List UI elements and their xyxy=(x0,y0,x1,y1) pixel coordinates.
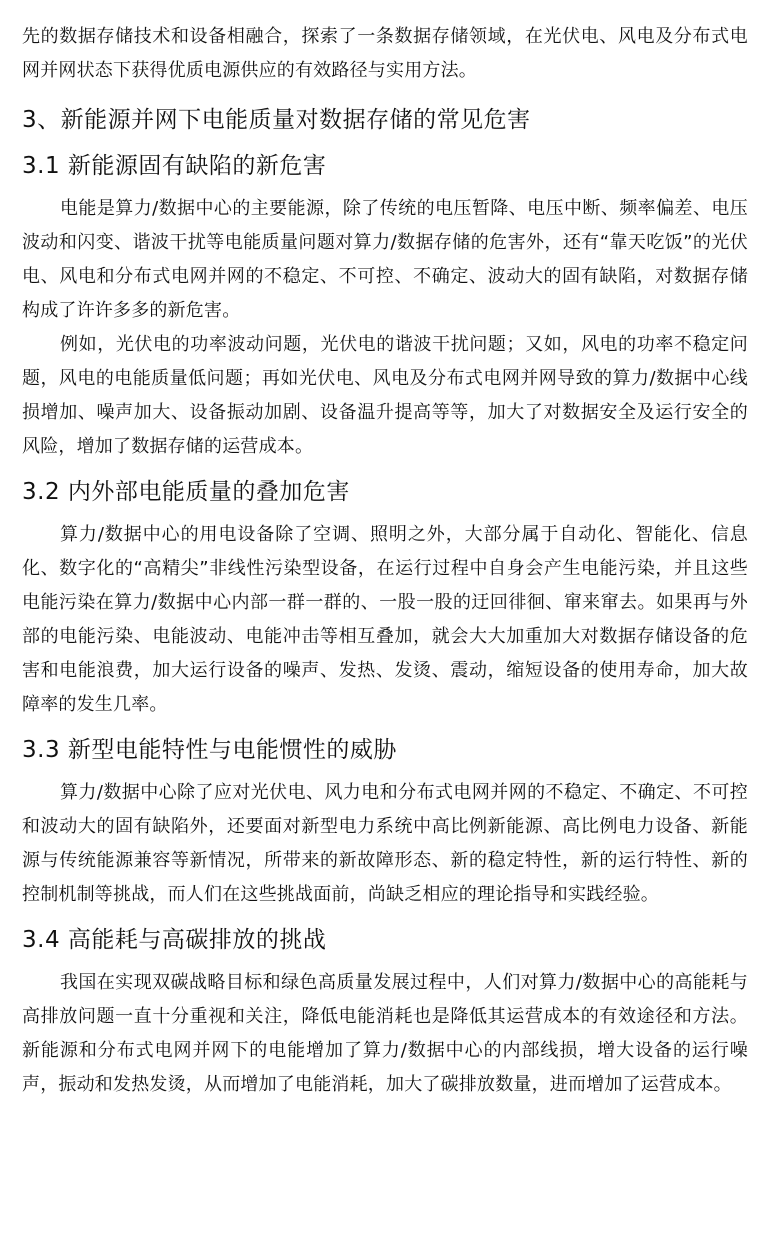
section-heading-3: 3、新能源并网下电能质量对数据存储的常见危害 xyxy=(22,107,531,133)
subsection-heading-3-2: 3.2 内外部电能质量的叠加危害 xyxy=(22,479,350,505)
subsection-3-1 xyxy=(22,148,748,464)
subsection-heading-3-1: 3.1 新能源固有缺陷的新危害 xyxy=(22,153,327,179)
subsection-heading-3-3: 3.3 新型电能特性与电能惯性的威胁 xyxy=(22,737,397,763)
paragraph-3-4-a: 我国在实现双碳战略目标和绿色高质量发展过程中，人们对算力/数据中心的高能耗与高排放问题一直十分重视和关注，降低电能消耗也是降低其运营成本的有效途径和方法。新能源和分布式电网并网下的电能增加了算力/数据中心的内部线损，增大设备的运行噪声，振动和发热发烫，从而增加了电能消耗，加大了碳排放数量，进而增加了运营成本。 xyxy=(22,972,748,1095)
intro-paragraph: 先的数据存储技术和设备相融合，探索了一条数据存储领域，在光伏电、风电及分布式电网并网状态下获得优质电源供应的有效路径与实用方法。 xyxy=(22,26,748,81)
subsection-3-4 xyxy=(22,922,748,1102)
paragraph-3-1-a: 电能是算力/数据中心的主要能源，除了传统的电压暂降、电压中断、频率偏差、电压波动和闪变、谐波干扰等电能质量问题对算力/数据存储的危害外，还有“靠天吃饭”的光伏电、风电和分布式电网并网的不稳定、不可控、不确定、波动大的固有缺陷，对数据存储构成了许许多多的新危害。 xyxy=(22,198,748,321)
paragraph-3-2-a: 算力/数据中心的用电设备除了空调、照明之外，大部分属于自动化、智能化、信息化、数字化的“高精尖”非线性污染型设备，在运行过程中自身会产生电能污染，并且这些电能污染在算力/数据中心内部一群一群的、一股一股的迂回徘徊、窜来窜去。如果再与外部的电能污染、电能波动、电能冲击等相互叠加，就会大大加重加大对数据存储设备的危害和电能浪费，加大运行设备的噪声、发热、发烫、震动，缩短设备的使用寿命，加大故障率的发生几率。 xyxy=(22,524,748,715)
subsection-3-3 xyxy=(22,732,748,912)
subsection-3-2 xyxy=(22,474,748,722)
paragraph-3-1-b: 例如，光伏电的功率波动问题，光伏电的谐波干扰问题；又如，风电的功率不稳定问题，风电的电能质量低问题；再如光伏电、风电及分布式电网并网导致的算力/数据中心线损增加、噪声加大、设备振动加剧、设备温升提高等等，加大了对数据安全及运行安全的风险，增加了数据存储的运营成本。 xyxy=(22,334,748,457)
subsection-heading-3-4: 3.4 高能耗与高碳排放的挑战 xyxy=(22,927,327,953)
paragraph-3-3-a: 算力/数据中心除了应对光伏电、风力电和分布式电网并网的不稳定、不确定、不可控和波动大的固有缺陷外，还要面对新型电力系统中高比例新能源、高比例电力设备、新能源与传统能源兼容等新情况，所带来的新故障形态、新的稳定特性，新的运行特性、新的控制机制等挑战，而人们在这些挑战面前，尚缺乏相应的理论指导和实践经验。 xyxy=(22,782,748,905)
